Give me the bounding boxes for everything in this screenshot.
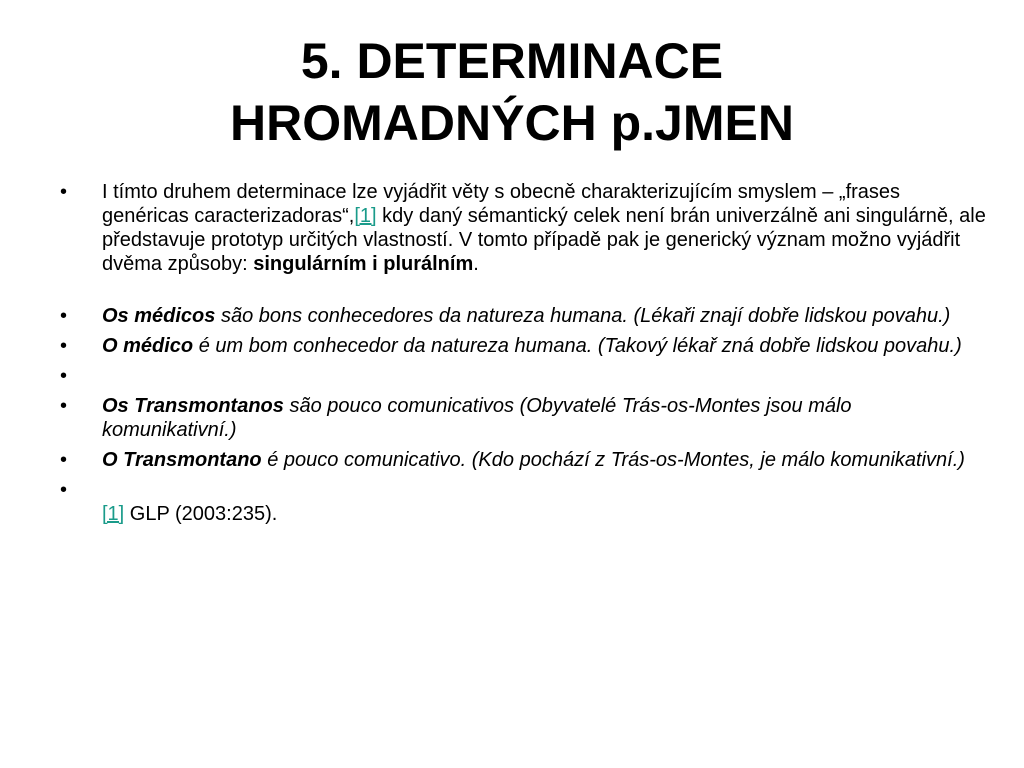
- example-bullet-3: [60, 394, 990, 442]
- example-bullet-2: [60, 334, 990, 358]
- example-sentence: são bons conhecedores da natureza humana. (Lékaři znají dobře lidskou povahu.): [215, 305, 951, 327]
- intro-text-middle: kdy daný sémantický celek není brán univerzálně ani singulárně, ale představuje prototyp určitých vlastností. V tomto případě pak je generický význam možno vyjádřit dvěma způsoby:: [102, 205, 986, 275]
- slide-title-line-2: HROMADNÝCH p.JMEN: [230, 95, 794, 151]
- example-subject: Os médicos: [102, 305, 216, 327]
- bullet-marker: •: [60, 449, 68, 471]
- bullet-marker: •: [60, 479, 68, 501]
- bullet-marker: •: [60, 305, 68, 327]
- example-subject: O Transmontano: [102, 449, 262, 471]
- example-sentence: é um bom conhecedor da natureza humana. (Takový lékař zná dobře lidskou povahu.): [193, 335, 962, 357]
- intro-bold-text: singulárním i plurálním: [253, 253, 474, 275]
- footnote: [60, 502, 990, 526]
- bullet-marker: •: [60, 181, 68, 203]
- example-bullet-1: [60, 304, 990, 328]
- empty-bullet-2: [60, 478, 990, 502]
- bullet-marker: •: [60, 395, 68, 417]
- example-sentence: são pouco comunicativos (Obyvatelé Trás-os-Montes jsou málo komunikativní.): [102, 395, 852, 441]
- footnote-reference-link[interactable]: [1]: [354, 205, 377, 227]
- slide-title-line-1: 5. DETERMINACE: [300, 33, 724, 89]
- intro-text-start: I tímto druhem determinace lze vyjádřit věty s obecně charakterizujícím smyslem – „frases genéricas caracterizadoras“,: [102, 181, 901, 227]
- example-bullet-4: [60, 448, 990, 472]
- example-subject: O médico: [102, 335, 194, 357]
- example-sentence: é pouco comunicativo. (Kdo pochází z Trás-os-Montes, je málo komunikativní.): [261, 449, 965, 471]
- empty-bullet-1: [60, 364, 990, 388]
- intro-text-end: .: [473, 253, 479, 275]
- footnote-text: GLP (2003:235).: [124, 503, 278, 525]
- bullet-marker: •: [60, 365, 68, 387]
- bullet-marker: •: [60, 335, 68, 357]
- slide-title: [0, 30, 1024, 154]
- intro-bullet: [60, 180, 990, 276]
- footnote-label-link[interactable]: [1]: [102, 503, 125, 525]
- slide-content: [60, 180, 990, 526]
- example-subject: Os Transmontanos: [102, 395, 284, 417]
